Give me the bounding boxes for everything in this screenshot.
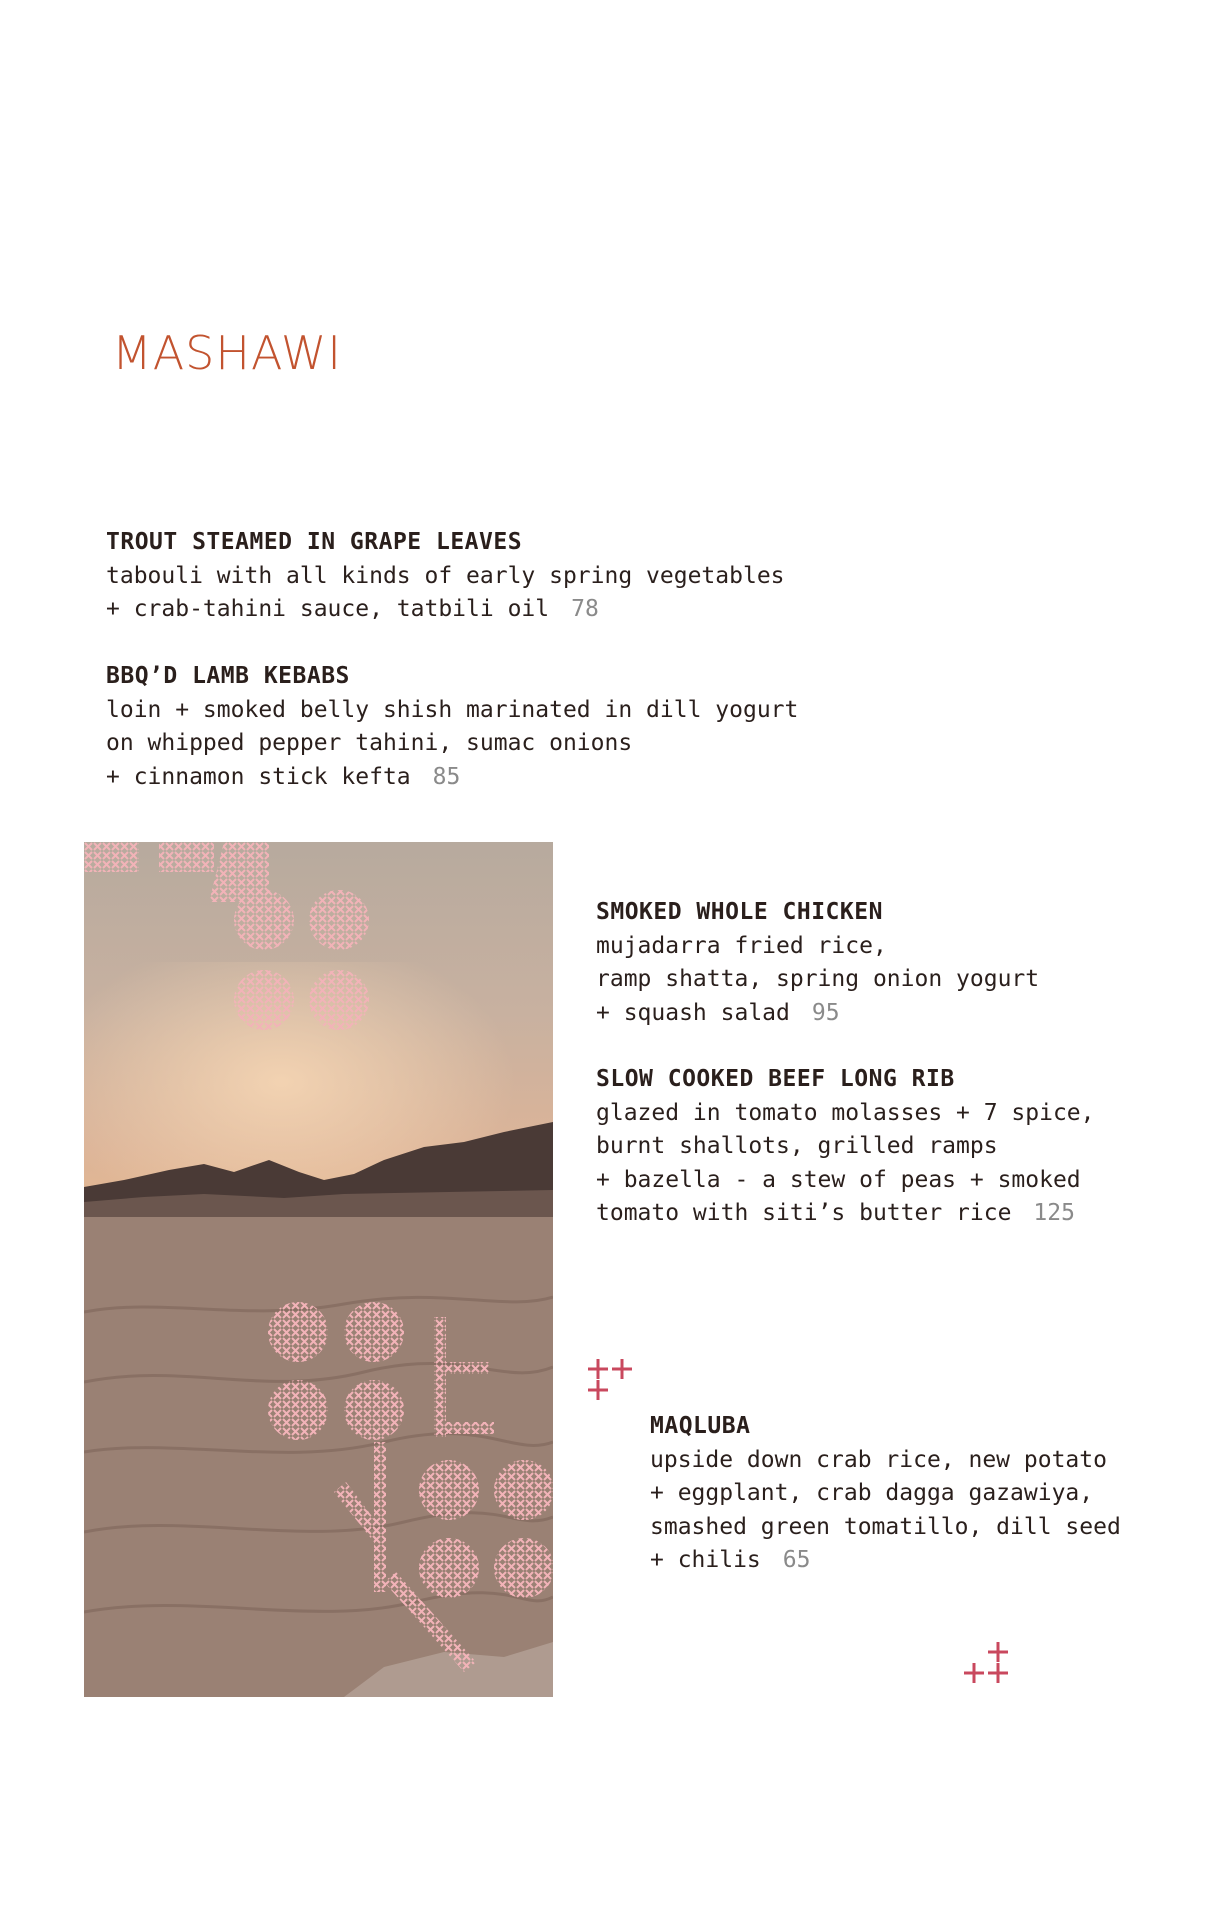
cross-stitch-icon (586, 1357, 636, 1402)
item-description: glazed in tomato molasses + 7 spice, burnt shallots, grilled ramps + bazella - a stew of peas + smoked tomato with siti’s butter rice (596, 1099, 1095, 1226)
desert-landscape-illustration (84, 842, 553, 1697)
item-description: tabouli with all kinds of early spring vegetables + crab-tahini sauce, tatbili oil (106, 562, 785, 622)
item-price: 85 (432, 763, 461, 790)
cross-stitch-icon (962, 1640, 1012, 1690)
item-name: SMOKED WHOLE CHICKEN (596, 899, 883, 925)
item-description: loin + smoked belly shish marinated in dill yogurt on whipped pepper tahini, sumac onions + cinnamon stick kefta (106, 696, 799, 790)
item-name: MAQLUBA (650, 1413, 751, 1439)
item-price: 65 (782, 1547, 811, 1573)
item-name: SLOW COOKED BEEF LONG RIB (596, 1066, 955, 1092)
item-name: BBQ’D LAMB KEBABS (106, 663, 350, 689)
desert-embroidery-photo (84, 842, 553, 1697)
item-name: TROUT STEAMED IN GRAPE LEAVES (106, 529, 523, 555)
item-description: upside down crab rice, new potato + eggplant, crab dagga gazawiya, smashed green tomatillo, dill seed + chilis (650, 1446, 1121, 1573)
menu-item-maqluba (650, 1410, 1121, 1578)
item-price: 95 (811, 999, 840, 1026)
menu-item-trout (106, 526, 785, 627)
menu-item-beef-long-rib (596, 1063, 1095, 1231)
section-title: MASHAWI (112, 326, 342, 380)
menu-item-smoked-chicken (596, 896, 1039, 1030)
item-price: 78 (571, 596, 599, 622)
menu-item-lamb-kebabs (106, 660, 798, 794)
item-description: mujadarra fried rice, ramp shatta, spring onion yogurt + squash salad (596, 932, 1040, 1026)
item-price: 125 (1033, 1200, 1075, 1226)
